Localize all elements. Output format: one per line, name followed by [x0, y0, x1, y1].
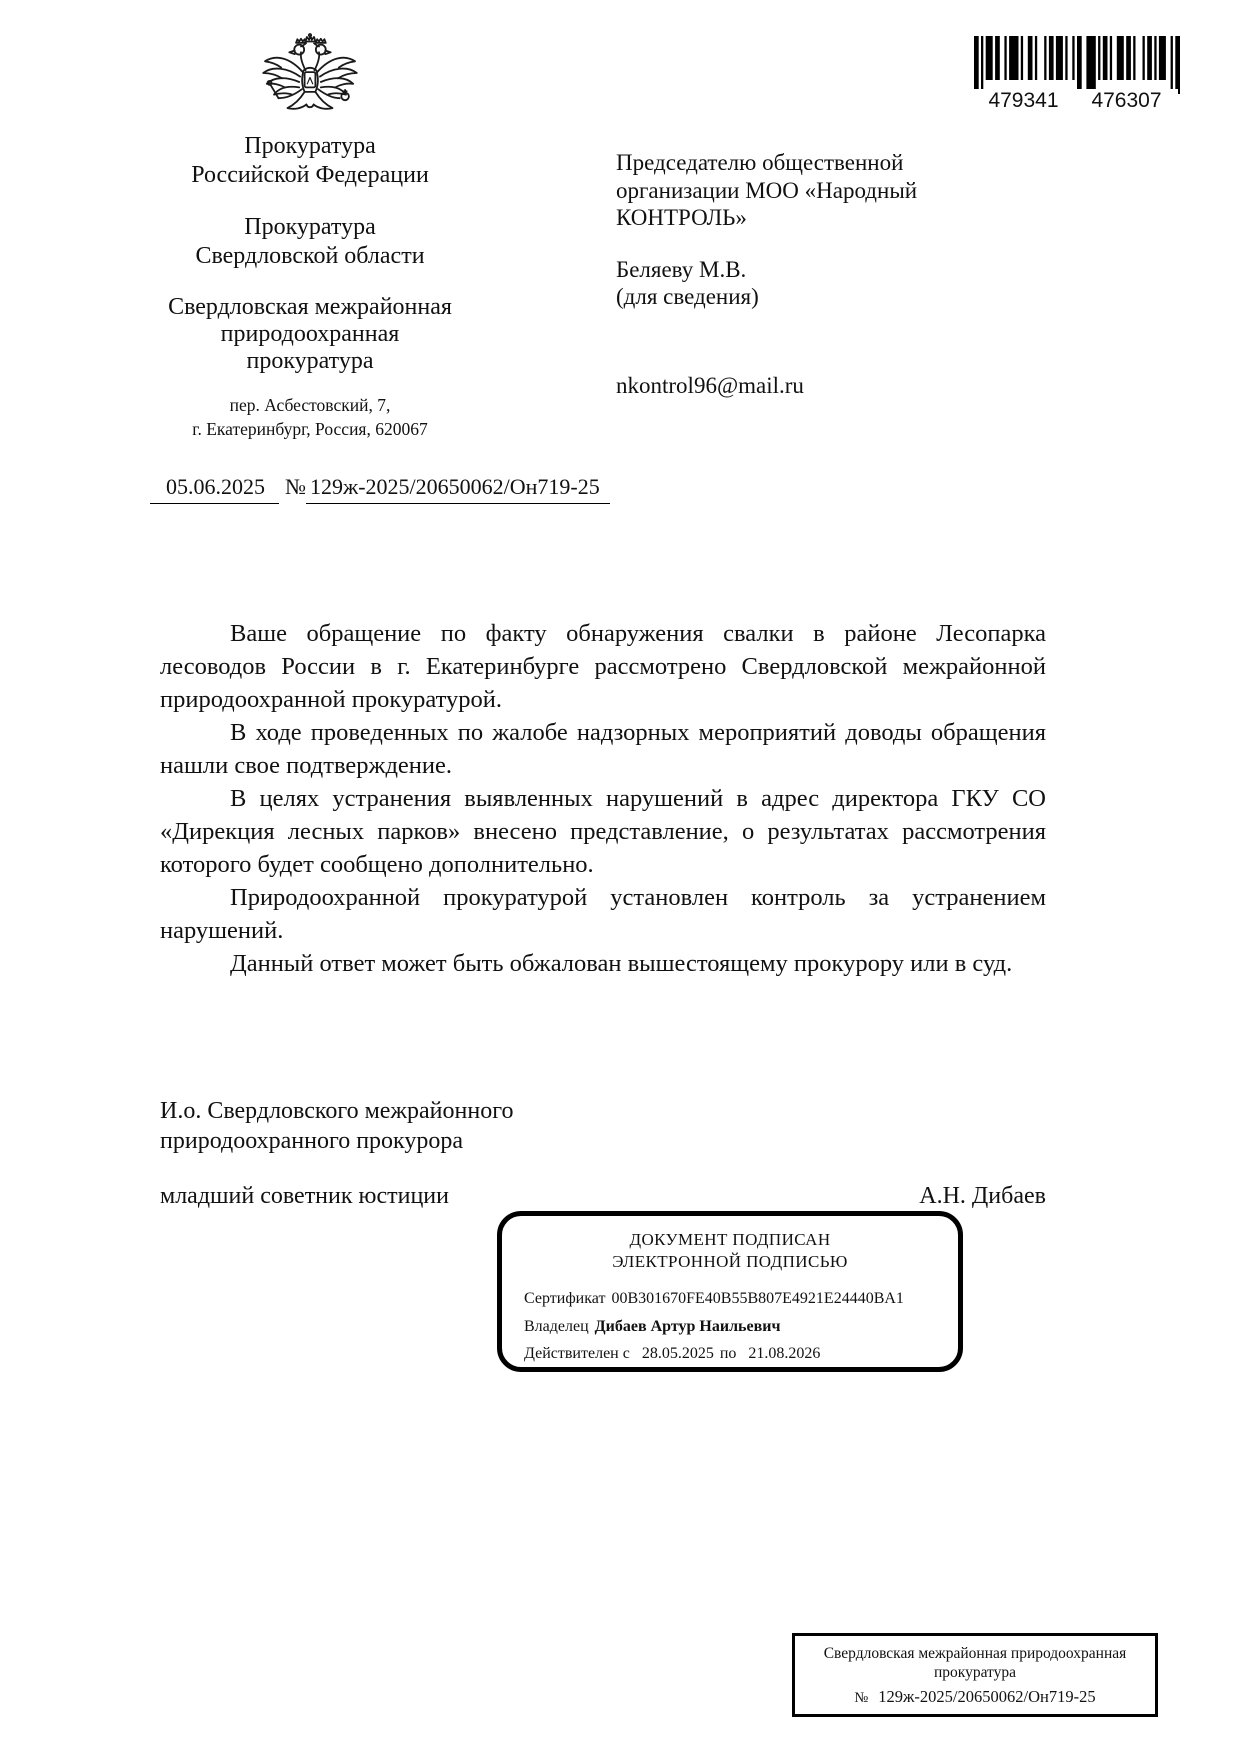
letterhead-line: природоохранная — [220, 321, 400, 347]
signature-block — [160, 1096, 1046, 1211]
stamp-title-line: ДОКУМЕНТ ПОДПИСАН — [629, 1230, 831, 1249]
reference-number: 129ж-2025/20650062/Он719-25 — [306, 474, 610, 504]
letterhead-line: Свердловская межрайонная — [168, 294, 452, 320]
letterhead-line: Прокуратура — [244, 214, 376, 240]
letterhead-line: прокуратура — [246, 348, 374, 374]
footer-number-row — [795, 1687, 1155, 1708]
body-paragraph: Ваше обращение по факту обнаружения свалки в районе Лесопарка лесоводов России в г. Екатеринбурге рассмотрено Свердловской межрайонной природоохранной прокуратурой. — [160, 620, 1046, 713]
esignature-stamp — [497, 1211, 963, 1372]
letterhead-line: Прокуратура — [244, 133, 376, 159]
signature-row — [160, 1181, 1046, 1211]
barcode-digits — [972, 89, 1178, 113]
addressee-org-line: Председателю общественной — [616, 150, 904, 175]
addressee-org-line: КОНТРОЛЬ» — [616, 205, 747, 230]
eagle-emblem-svg — [256, 26, 364, 138]
barcode — [972, 36, 1186, 113]
letterhead-line: Свердловской области — [195, 243, 425, 269]
addressee-block — [616, 149, 1066, 399]
footer-number-sign: № — [854, 1690, 869, 1706]
reference-date: 05.06.2025 — [150, 474, 279, 504]
body-paragraph: Данный ответ может быть обжалован вышестоящему прокурору или в суд. — [230, 950, 1013, 977]
stamp-details — [524, 1285, 936, 1368]
validity-to: 21.08.2026 — [748, 1345, 821, 1362]
stamp-title-line: ЭЛЕКТРОННОЙ ПОДПИСЬЮ — [612, 1251, 848, 1271]
reference-line — [150, 474, 610, 504]
body-paragraph: В ходе проведенных по жалобе надзорных мероприятий доводы обращения нашли свое подтверждение. — [160, 719, 1046, 779]
letterhead-address — [118, 393, 502, 441]
owner-label: Владелец — [524, 1317, 589, 1335]
addressee-email: nkontrol96@mail.ru — [616, 372, 804, 398]
letterhead-line: Российской Федерации — [191, 162, 429, 188]
validity-from: 28.05.2025 — [641, 1345, 714, 1362]
letterhead-federation — [118, 132, 502, 190]
stamp-certificate-row — [524, 1285, 936, 1313]
certificate-label: Сертификат — [524, 1290, 606, 1307]
signer-name: А.Н. Дибаев — [919, 1183, 1046, 1209]
signer-rank: младший советник юстиции — [160, 1183, 449, 1209]
certificate-value: 00B301670FE40B55B807E4921E24440BA1 — [611, 1290, 904, 1307]
stamp-validity-row — [524, 1340, 936, 1368]
stamp-owner-row — [524, 1313, 936, 1341]
body-paragraph: Природоохранной прокуратурой установлен контроль за устранением нарушений. — [160, 884, 1046, 944]
number-sign: № — [285, 474, 306, 499]
validity-label: Действителен с — [524, 1345, 630, 1362]
letterhead-office — [118, 294, 502, 375]
signer-position-line: И.о. Свердловского межрайонного — [160, 1098, 514, 1124]
letterhead — [118, 132, 502, 441]
addressee-org-line: организации МОО «Народный — [616, 177, 918, 203]
barcode-bars-svg — [972, 36, 1182, 96]
barcode-digits-left: 479341 — [972, 89, 1075, 113]
footer-org-line: Свердловская межрайонная природоохранная — [823, 1645, 1127, 1662]
address-line: г. Екатеринбург, Россия, 620067 — [192, 419, 428, 439]
stamp-title — [524, 1229, 936, 1272]
letter-body — [160, 617, 1046, 980]
footer-org-line: прокуратура — [933, 1664, 1017, 1681]
russia-coat-of-arms-icon — [256, 26, 364, 138]
validity-mid: по — [719, 1345, 737, 1362]
signer-position-line: природоохранного прокурора — [160, 1128, 464, 1154]
address-line: пер. Асбестовский, 7, — [229, 395, 391, 415]
body-paragraph: В целях устранения выявленных нарушений в адрес директора ГКУ СО «Дирекция лесных парков» внесено представление, о результатах рассмотрения которого будет сообщено дополнительно. — [160, 785, 1046, 878]
addressee-person: Беляеву М.В. — [616, 256, 747, 282]
owner-name: Дибаев Артур Наильевич — [594, 1317, 781, 1335]
footer-number: 129ж-2025/20650062/Он719-25 — [878, 1687, 1096, 1706]
footer-registration-box — [792, 1633, 1158, 1717]
barcode-digits-right: 476307 — [1075, 89, 1178, 113]
addressee-note: (для сведения) — [616, 284, 759, 309]
letterhead-region — [118, 213, 502, 271]
